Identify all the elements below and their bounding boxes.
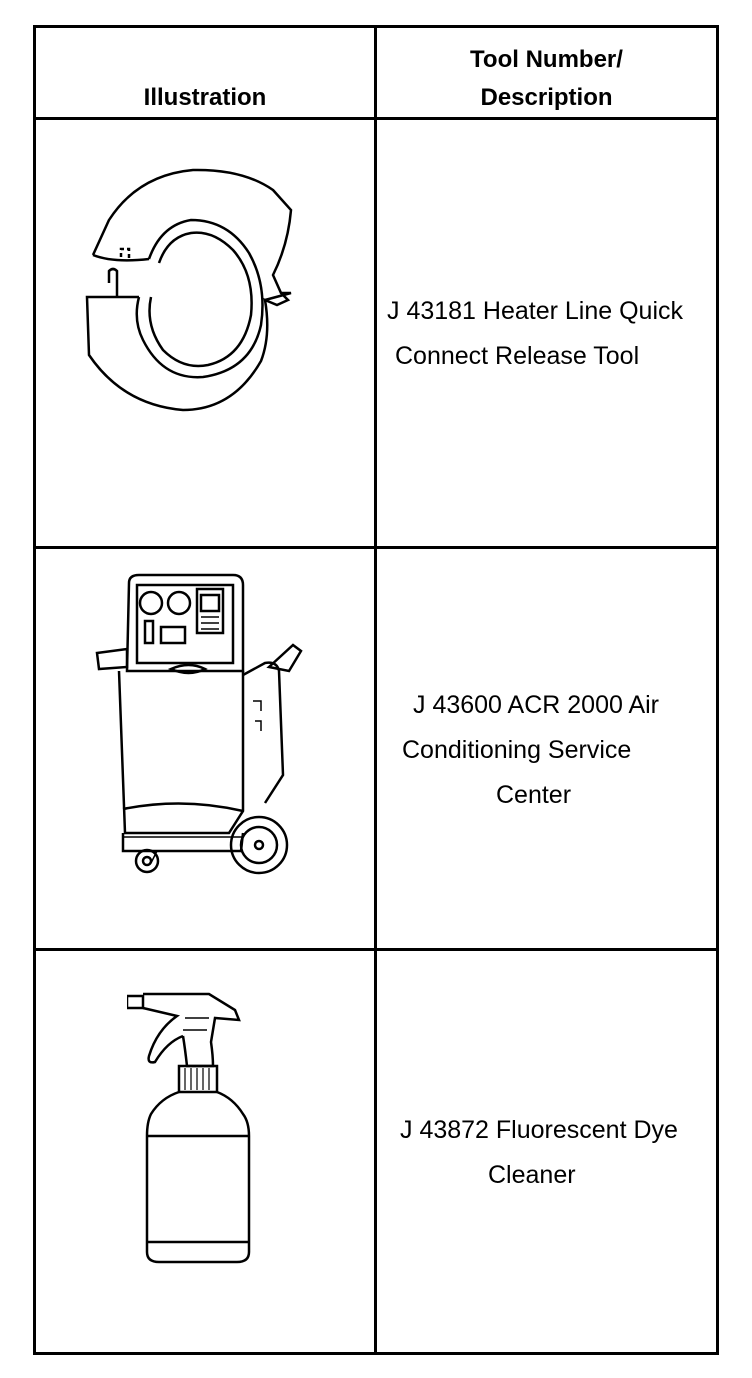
row-1-description-line-1: J 43181 Heater Line Quick — [387, 297, 684, 325]
spray-bottle-icon — [127, 990, 257, 1270]
table-border-right — [716, 25, 719, 1355]
column-divider — [374, 25, 377, 1355]
row-1-description-line-2: Connect Release Tool — [395, 342, 640, 370]
ac-service-center-icon — [93, 571, 303, 876]
header-tool-number: Tool Number/ — [470, 46, 623, 73]
table-border-left — [33, 25, 36, 1355]
row-3-description-line-1: J 43872 Fluorescent Dye — [400, 1116, 678, 1144]
tool-table — [33, 25, 719, 1355]
header-description: Description — [480, 84, 613, 111]
quick-connect-release-tool-icon — [83, 165, 303, 415]
row-2-description-line-3: Center — [496, 781, 572, 809]
row-3-description-line-2: Cleaner — [488, 1161, 576, 1189]
row-2-description-line-1: J 43600 ACR 2000 Air — [413, 691, 659, 719]
row-2-description-line-2: Conditioning Service — [402, 736, 632, 764]
header-illustration: Illustration — [143, 84, 267, 111]
